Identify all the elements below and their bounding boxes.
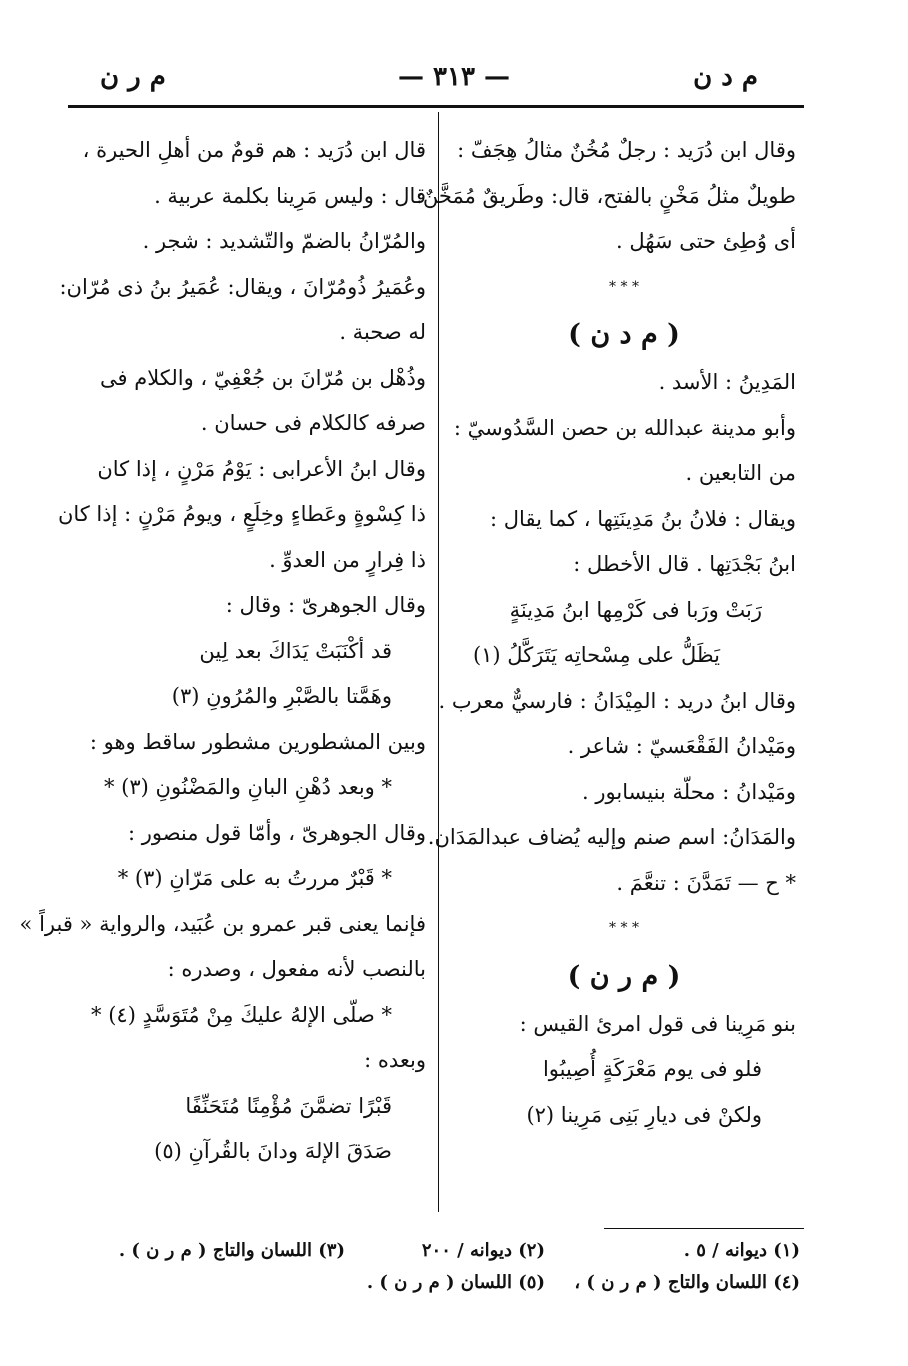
text-line: وأبو مدينة عبدالله بن حصن السَّدُوسيّ : [453, 415, 796, 440]
text-line: أى وُطِئ حتى سَهُل . [615, 229, 796, 253]
text-line: وذُهْل بن مُرّانَ بن جُعْفِيّ ، والكلام فى [99, 365, 426, 390]
section-separator: * * * [609, 920, 639, 936]
text-line: له صحبة . [339, 320, 426, 344]
text-line: وبعده : [364, 1048, 426, 1072]
footnote-row [60, 1240, 800, 1272]
header-root-right: م د ن [693, 62, 758, 92]
text-line: صرفه كالكلام فى حسان . [200, 411, 426, 435]
verse-line: وهَمَّتا بالصَّبْرِ والمُرُونِ (٣) [171, 684, 392, 708]
verse-line: يَظَلُّ على مِسْحاتِه يَتَرَكَّلُ (١) [472, 643, 720, 667]
text-line: قال : وليس مَرِينا بكلمة عربية . [154, 183, 426, 208]
footnote-row [60, 1272, 800, 1304]
text-line: وعُمَيرُ ذُومُرّانَ ، ويقال: عُمَيرُ بنُ ذى مُرّان: [59, 274, 426, 299]
column-divider [438, 112, 439, 1212]
verse-line: قد أكْنَبَتْ يَدَاكَ بعد لِين [199, 638, 392, 663]
text-line: ومَيْدانُ الفَقْعَسيّ : شاعر . [567, 734, 796, 758]
text-line: بنو مَرِينا فى قول امرئ القيس : [519, 1011, 796, 1036]
footnote-4: (٤) اللسان والتاج ( م ر ن ) ، [574, 1272, 800, 1293]
verse-line: * قَبْرٌ مررتُ به على مَرّانِ (٣) * [117, 866, 392, 890]
verse-line: ولكنْ فى ديارِ بَنِى مَرِينا (٢) [526, 1102, 762, 1127]
header-root-left: م ر ن [100, 62, 166, 92]
right-column [415, 128, 796, 1138]
text-line: وقال ابنُ دريد : المِيْدَانُ : فارسيٌّ معرب . [438, 688, 796, 713]
text-line: والمُرّانُ بالضمّ والتّشديد : شجر . [142, 229, 426, 253]
verse-line: * وبعد دُهْنِ البانِ والمَضْنُونِ (٣) * [104, 775, 392, 799]
header-rule [68, 105, 804, 108]
left-column [19, 128, 426, 1175]
text-line: المَدِينُ : الأسد . [658, 370, 796, 394]
section-separator: * * * [609, 278, 639, 295]
text-line: طويلٌ مثلُ مَخْنٍ بالفتح، قال: وطَريقٌ مُمَخَّنٌ: [415, 183, 796, 208]
text-line: وقال ابنُ الأعرابى : يَوْمُ مَرْنٍ ، إذا كان [97, 456, 426, 481]
text-line: والمَدَانُ: اسم صنم وإليه يُضاف عبدالمَدَان. [427, 825, 796, 849]
footnote-2: (٢) ديوانه / ٢٠٠ [421, 1240, 545, 1261]
text-line: ذا كِسْوةٍ وعَطاءٍ وخِلَعٍ ، ويومُ مَرْنٍ : إذا كان [57, 502, 426, 526]
footnote-5: (٥) اللسان ( م ر ن ) . [366, 1272, 545, 1293]
text-line: فإنما يعنى قبر عمرو بن عُبَيد، والرواية « قبراً » [19, 911, 426, 936]
text-line: وبين المشطورين مشطور ساقط وهو : [89, 729, 426, 754]
footnotes [60, 1240, 800, 1304]
text-line: بالنصب لأنه مفعول ، وصدره : [167, 957, 426, 981]
section-heading: ( م د ن ) [568, 319, 680, 350]
verse-line: صَدَقَ الإلهَ ودانَ بالقُرآنِ (٥) [154, 1139, 392, 1163]
text-line: من التابعين . [685, 461, 796, 485]
verse-line: قَبْرًا تضمَّنَ مُؤْمِنًا مُتَحَنِّفًا [185, 1093, 392, 1118]
page-number: — ٣١٣ — [397, 62, 511, 92]
text-line: وقال ابن دُرَيد : رجلٌ مُخُنٌ مثالُ هِجَفّ : [457, 138, 796, 162]
text-line: وقال الجوهرىّ ، وأمّا قول منصور : [127, 820, 426, 845]
text-line: ويقال : فلانُ بنُ مَدِينَتِها ، كما يقال : [490, 506, 796, 531]
verse-line: رَبَتْ ورَبا فى كَرْمِها ابنُ مَدِينَةٍ [509, 597, 762, 622]
text-line: * ح — تَمَدَّنَ : تنعَّمَ . [616, 870, 796, 895]
text-line: ذا فِرارٍ من العدوِّ . [269, 547, 426, 572]
text-line: ابنُ بَجْدَتِها . قال الأخطل : [573, 552, 796, 576]
text-line: قال ابن دُرَيد : هم قومٌ من أهلِ الحيرة ، [82, 138, 426, 162]
text-line: ومَيْدانُ : محلّة بنيسابور . [582, 779, 796, 804]
verse-line: فلو فى يوم مَعْرَكَةٍ أُصِيبُوا [542, 1057, 762, 1081]
footnote-3: (٣) اللسان والتاج ( م ر ن ) . [118, 1240, 345, 1261]
text-line: وقال الجوهرىّ : وقال : [225, 593, 426, 617]
footnote-rule [604, 1228, 804, 1229]
footnote-1: (١) ديوانه / ٥ . [683, 1240, 800, 1261]
section-heading: ( م ر ن ) [567, 960, 681, 992]
verse-line: * صلّى الإلهُ عليكَ مِنْ مُتَوَسَّدٍ (٤) * [91, 1002, 392, 1027]
